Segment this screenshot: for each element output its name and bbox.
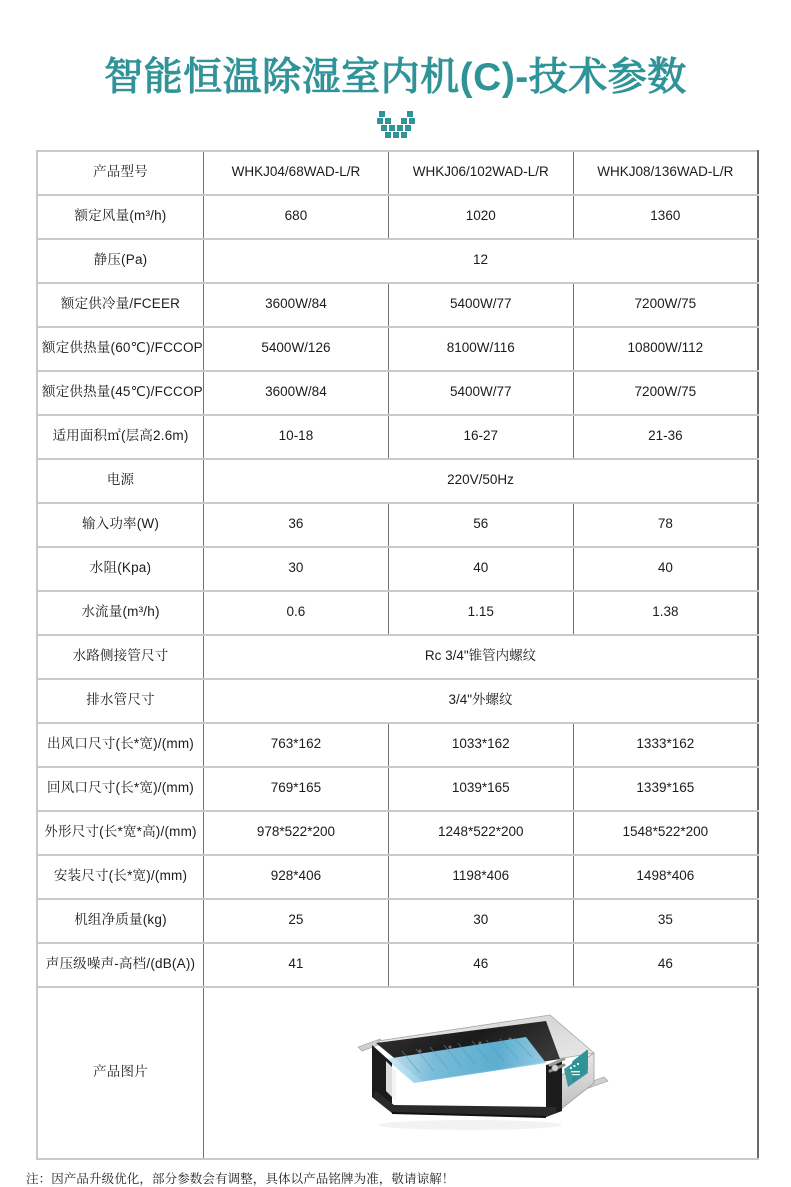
table-row — [37, 767, 758, 811]
table-row — [37, 679, 758, 723]
table-row — [37, 635, 758, 679]
row-value: 680 — [204, 195, 389, 239]
row-value-merged: 220V/50Hz — [204, 459, 758, 503]
column-header-model-3: WHKJ08/136WAD-L/R — [573, 151, 758, 195]
row-value: 5400W/77 — [388, 371, 573, 415]
row-label: 声压级噪声-高档/(dB(A)) — [37, 943, 204, 987]
row-value-merged: Rc 3/4"锥管内螺纹 — [204, 635, 758, 679]
row-value: 3600W/84 — [204, 371, 389, 415]
row-value: 1.15 — [388, 591, 573, 635]
row-value: 1360 — [573, 195, 758, 239]
table-row — [37, 943, 758, 987]
row-value: 56 — [388, 503, 573, 547]
row-value: 1339*165 — [573, 767, 758, 811]
row-value: 10800W/112 — [573, 327, 758, 371]
product-photo — [208, 989, 753, 1157]
row-value: 1548*522*200 — [573, 811, 758, 855]
row-label: 额定供热量(60℃)/FCCOP — [37, 327, 204, 371]
table-row — [37, 195, 758, 239]
table-row — [37, 547, 758, 591]
row-label: 机组净质量(kg) — [37, 899, 204, 943]
row-value: 30 — [388, 899, 573, 943]
table-row — [37, 459, 758, 503]
row-value: 21-36 — [573, 415, 758, 459]
row-value: 1198*406 — [388, 855, 573, 899]
row-label: 额定供冷量/FCEER — [37, 283, 204, 327]
spec-table-wrap — [0, 150, 791, 1160]
spec-table — [36, 150, 759, 1160]
row-value: 46 — [573, 943, 758, 987]
row-value: 769*165 — [204, 767, 389, 811]
column-header-label: 产品型号 — [37, 151, 204, 195]
row-value: 8100W/116 — [388, 327, 573, 371]
row-label: 水流量(m³/h) — [37, 591, 204, 635]
row-value: 1.38 — [573, 591, 758, 635]
row-label: 回风口尺寸(长*宽)/(mm) — [37, 767, 204, 811]
row-value: 1020 — [388, 195, 573, 239]
row-label: 出风口尺寸(长*宽)/(mm) — [37, 723, 204, 767]
row-label-text: 额定风量(m³/h) — [74, 208, 167, 224]
ducted-indoor-unit-icon — [350, 1007, 612, 1139]
row-label — [37, 195, 204, 239]
row-value: 1248*522*200 — [388, 811, 573, 855]
table-row — [37, 591, 758, 635]
row-label: 水路侧接管尺寸 — [37, 635, 204, 679]
row-value: 978*522*200 — [204, 811, 389, 855]
title-block — [0, 0, 791, 101]
row-label: 排水管尺寸 — [37, 679, 204, 723]
footer-note: 注：因产品升级优化，部分参数会有调整，具体以产品铭牌为准，敬请谅解！ — [26, 1171, 455, 1186]
row-value: 1333*162 — [573, 723, 758, 767]
row-label: 水阻(Kpa) — [37, 547, 204, 591]
page-title: 智能恒温除湿室内机(C)-技术参数 — [104, 56, 687, 99]
row-label: 输入功率(W) — [37, 503, 204, 547]
row-value: 40 — [388, 547, 573, 591]
table-row — [37, 283, 758, 327]
row-value: 7200W/75 — [573, 371, 758, 415]
row-value: 5400W/126 — [204, 327, 389, 371]
row-label: 适用面积㎡(层高2.6m) — [37, 415, 204, 459]
table-row — [37, 239, 758, 283]
table-row — [37, 899, 758, 943]
row-value: 46 — [388, 943, 573, 987]
row-value: 36 — [204, 503, 389, 547]
row-value: 928*406 — [204, 855, 389, 899]
row-label: 静压(Pa) — [37, 239, 204, 283]
row-value: 1039*165 — [388, 767, 573, 811]
row-value: 1033*162 — [388, 723, 573, 767]
product-image-row — [37, 987, 758, 1159]
table-row — [37, 723, 758, 767]
row-label: 产品图片 — [37, 987, 204, 1159]
row-value: 10-18 — [204, 415, 389, 459]
row-value: 1498*406 — [573, 855, 758, 899]
row-value: 25 — [204, 899, 389, 943]
table-row — [37, 855, 758, 899]
row-label: 电源 — [37, 459, 204, 503]
product-image-cell — [204, 987, 758, 1159]
row-value: 7200W/75 — [573, 283, 758, 327]
row-value: 41 — [204, 943, 389, 987]
row-value: 30 — [204, 547, 389, 591]
table-row — [37, 415, 758, 459]
row-label: 外形尺寸(长*宽*高)/(mm) — [37, 811, 204, 855]
row-label: 额定供热量(45℃)/FCCOP — [37, 371, 204, 415]
divider — [0, 111, 791, 139]
row-value: 763*162 — [204, 723, 389, 767]
row-value: 3600W/84 — [204, 283, 389, 327]
column-header-model-2: WHKJ06/102WAD-L/R — [388, 151, 573, 195]
row-value-merged: 12 — [204, 239, 758, 283]
row-value: 35 — [573, 899, 758, 943]
spec-table-body — [37, 151, 758, 1159]
table-row — [37, 327, 758, 371]
row-value: 0.6 — [204, 591, 389, 635]
table-row — [37, 811, 758, 855]
row-label: 安装尺寸(长*宽)/(mm) — [37, 855, 204, 899]
table-row — [37, 503, 758, 547]
column-header-model-1: WHKJ04/68WAD-L/R — [204, 151, 389, 195]
row-value: 78 — [573, 503, 758, 547]
pixel-grapes-icon — [377, 111, 415, 139]
row-value: 5400W/77 — [388, 283, 573, 327]
row-value-merged: 3/4"外螺纹 — [204, 679, 758, 723]
row-value: 40 — [573, 547, 758, 591]
table-header-row — [37, 151, 758, 195]
table-row — [37, 371, 758, 415]
row-value: 16-27 — [388, 415, 573, 459]
